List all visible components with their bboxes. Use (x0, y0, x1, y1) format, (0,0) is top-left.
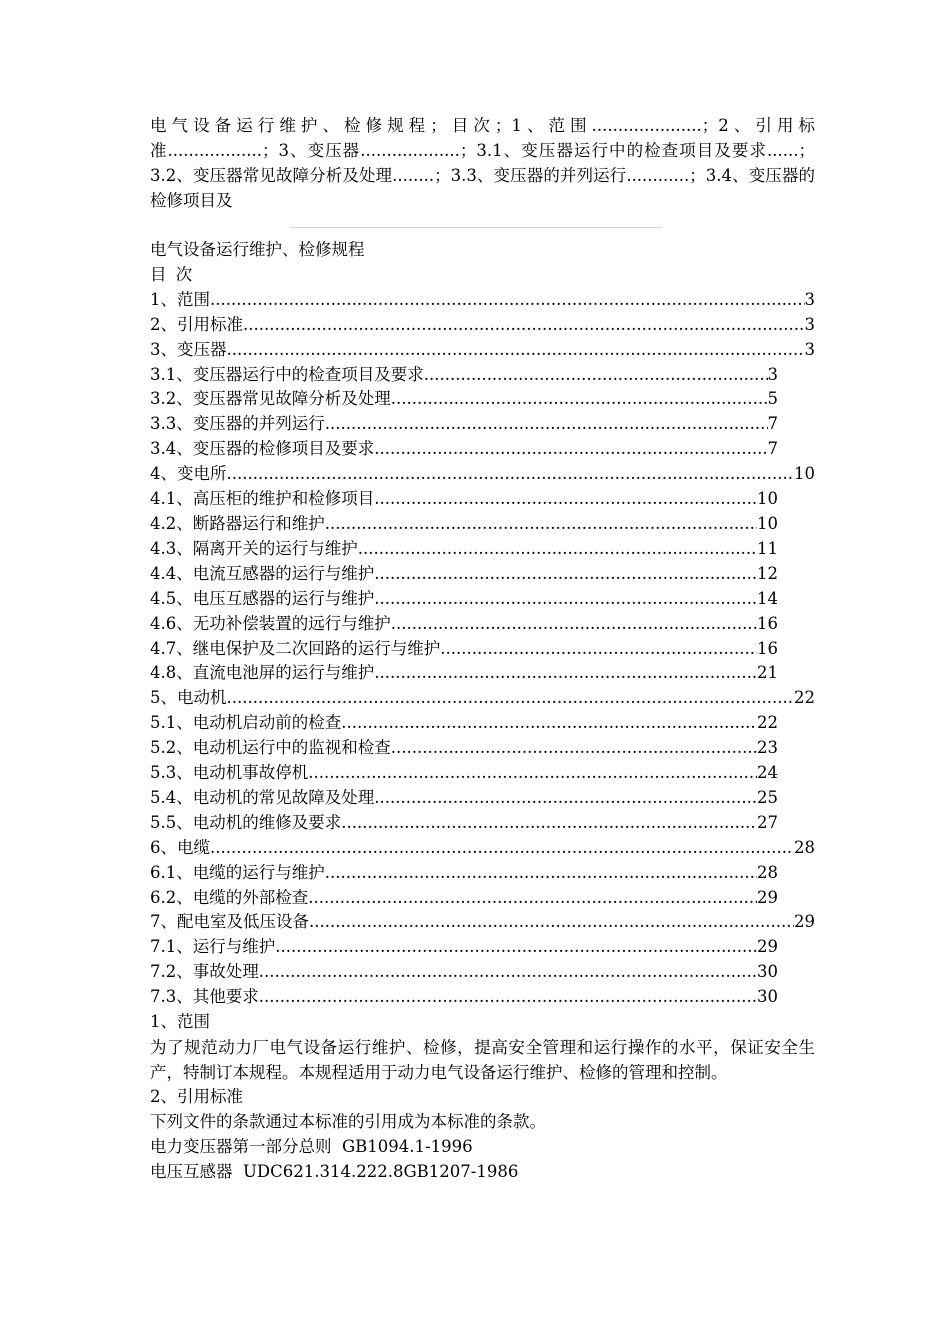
toc-entry-title: 3.3、变压器的并列运行 (150, 414, 325, 434)
standard-item: 电压互感器 UDC621.314.222.8GB1207-1986 (150, 1161, 519, 1181)
section-1-heading: 1、范围 (150, 1012, 210, 1032)
toc-entry-title: 7.2、事故处理 (150, 962, 259, 982)
toc-entry-title: 1、范围 (150, 289, 210, 309)
toc-leader-dots (227, 338, 805, 363)
toc-entry-title: 3.2、变压器常见故障分析及处理 (150, 389, 391, 409)
toc-entry-title: 4.6、无功补偿装置的远行与维护 (150, 613, 391, 633)
toc-leader-dots (325, 512, 757, 537)
toc-entry[interactable] (150, 886, 778, 911)
standard-item: 电力变压器第一部分总则 GB1094.1-1996 (150, 1136, 473, 1156)
toc-entry[interactable] (150, 761, 778, 786)
toc-leader-dots (308, 761, 757, 786)
toc-entry-title: 3、变压器 (150, 339, 227, 359)
toc-entry-page: 21 (757, 663, 778, 683)
toc-entry[interactable] (150, 836, 815, 861)
toc-entry-title: 6.2、电缆的外部检查 (150, 887, 309, 907)
toc-leader-dots (275, 935, 757, 960)
toc-entry-page: 16 (757, 613, 778, 633)
toc-entry-page: 5 (767, 389, 778, 409)
toc-entry-page: 24 (757, 763, 778, 783)
toc-entry-title: 4、变电所 (150, 464, 227, 484)
document-title: 电气设备运行维护、检修规程 (150, 240, 365, 259)
toc-leader-dots (391, 387, 768, 412)
toc-entry[interactable] (150, 288, 815, 313)
toc-entry-title: 6.1、电缆的运行与维护 (150, 862, 325, 882)
toc-entry-page: 27 (757, 812, 778, 832)
toc-entry[interactable] (150, 338, 815, 363)
toc-entry-title: 5.5、电动机的维修及要求 (150, 812, 342, 832)
toc-entry-title: 4.8、直流电池屏的运行与维护 (150, 663, 375, 683)
toc-entry-title: 4.7、继电保护及二次回路的运行与维护 (150, 638, 441, 658)
toc-entry-page: 3 (804, 339, 815, 359)
section-1-body: 为了规范动力厂电气设备运行维护、检修，提高安全管理和运行操作的水平，保证安全生产，特制订本规程。本规程适用于动力电气设备运行维护、检修的管理和控制。 (150, 1038, 815, 1082)
toc-leader-dots (325, 861, 757, 886)
toc-leader-dots (374, 437, 767, 462)
toc-entry[interactable] (150, 686, 815, 711)
toc-entry-title: 7.3、其他要求 (150, 987, 259, 1007)
toc-heading: 目 次 (150, 264, 195, 284)
toc-leader-dots (309, 910, 794, 935)
toc-leader-dots (391, 612, 757, 637)
toc-entry[interactable] (150, 935, 778, 960)
toc-leader-dots (440, 637, 757, 662)
toc-entry-page: 30 (757, 962, 778, 982)
toc-entry-page: 10 (794, 464, 815, 484)
toc-leader-dots (227, 462, 795, 487)
toc-entry-page: 29 (757, 887, 778, 907)
toc-leader-dots (358, 537, 757, 562)
toc-entry[interactable] (150, 612, 778, 637)
toc-entry-title: 4.4、电流互感器的运行与维护 (150, 563, 375, 583)
toc-entry[interactable] (150, 736, 778, 761)
document-summary: 电气设备运行维护、检修规程；目次；1、范围.....................；2、引用标准..................；3、变压器...................；3.1、变压器运行中的检查项目及要求......；3.2、变压器常见故障分析及处理........；3.3、变压器的并列运行............；3.4、变压器的检修项目及 (150, 116, 815, 210)
toc-entry-page: 16 (757, 638, 778, 658)
toc-entry-page: 11 (757, 538, 778, 558)
toc-leader-dots (210, 836, 794, 861)
toc-entry-page: 22 (757, 713, 778, 733)
toc-entry-page: 3 (804, 314, 815, 334)
toc-entry[interactable] (150, 637, 778, 662)
toc-entry[interactable] (150, 587, 778, 612)
toc-entry[interactable] (150, 985, 778, 1010)
toc-entry-page: 14 (757, 588, 778, 608)
toc-entry-title: 7.1、运行与维护 (150, 937, 276, 957)
toc-leader-dots (308, 886, 757, 911)
toc-leader-dots (391, 736, 757, 761)
toc-entry[interactable] (150, 387, 778, 412)
toc-entry-page: 28 (794, 837, 815, 857)
document-body (150, 238, 815, 1185)
toc-entry[interactable] (150, 487, 778, 512)
toc-entry[interactable] (150, 960, 778, 985)
toc-leader-dots (374, 661, 757, 686)
toc-entry[interactable] (150, 363, 778, 388)
toc-entry-page: 3 (767, 364, 778, 384)
toc-entry-page: 22 (794, 688, 815, 708)
toc-entry-page: 7 (767, 414, 778, 434)
toc-leader-dots (374, 587, 757, 612)
toc-entry-page: 10 (757, 513, 778, 533)
toc-entry-page: 12 (757, 563, 778, 583)
toc-leader-dots (424, 363, 768, 388)
toc-entry-title: 3.1、变压器运行中的检查项目及要求 (150, 364, 424, 384)
toc-leader-dots (374, 786, 757, 811)
toc-entry[interactable] (150, 562, 778, 587)
toc-entry[interactable] (150, 412, 778, 437)
toc-entry[interactable] (150, 861, 778, 886)
toc-entry-page: 25 (757, 787, 778, 807)
toc-entry-title: 5.4、电动机的常见故障及处理 (150, 787, 375, 807)
toc-entry-title: 2、引用标准 (150, 314, 243, 334)
toc-leader-dots (325, 412, 768, 437)
toc-leader-dots (243, 313, 805, 338)
toc-leader-dots (259, 960, 757, 985)
toc-leader-dots (341, 711, 757, 736)
toc-entry-page: 7 (767, 439, 778, 459)
toc-entry[interactable] (150, 661, 778, 686)
toc-entry-title: 7、配电室及低压设备 (150, 912, 309, 932)
table-of-contents (150, 288, 815, 1010)
toc-entry-page: 23 (757, 738, 778, 758)
toc-leader-dots (374, 562, 757, 587)
toc-entry-title: 5.1、电动机启动前的检查 (150, 713, 342, 733)
toc-entry[interactable] (150, 537, 778, 562)
toc-entry-title: 6、电缆 (150, 837, 210, 857)
toc-entry-title: 3.4、变压器的检修项目及要求 (150, 439, 375, 459)
divider (290, 227, 662, 228)
toc-entry-title: 5.2、电动机运行中的监视和检查 (150, 738, 391, 758)
toc-entry[interactable] (150, 910, 815, 935)
section-2-intro: 下列文件的条款通过本标准的引用成为本标准的条款。 (150, 1111, 546, 1131)
toc-entry-title: 5.3、电动机事故停机 (150, 763, 309, 783)
toc-entry[interactable] (150, 437, 778, 462)
toc-entry-page: 3 (804, 289, 815, 309)
toc-entry-title: 4.3、隔离开关的运行与维护 (150, 538, 358, 558)
toc-entry[interactable] (150, 786, 778, 811)
toc-entry[interactable] (150, 462, 815, 487)
toc-entry-title: 4.1、高压柜的维护和检修项目 (150, 489, 375, 509)
toc-entry-page: 28 (757, 862, 778, 882)
toc-leader-dots (227, 686, 795, 711)
section-2-heading: 2、引用标准 (150, 1087, 243, 1106)
toc-entry[interactable] (150, 711, 778, 736)
toc-leader-dots (210, 288, 805, 313)
toc-entry[interactable] (150, 811, 778, 836)
toc-entry-title: 5、电动机 (150, 688, 227, 708)
toc-entry-page: 29 (794, 912, 815, 932)
toc-leader-dots (259, 985, 757, 1010)
toc-leader-dots (374, 487, 757, 512)
toc-entry-page: 30 (757, 987, 778, 1007)
toc-entry[interactable] (150, 512, 778, 537)
toc-entry-title: 4.5、电压互感器的运行与维护 (150, 588, 375, 608)
toc-entry[interactable] (150, 313, 815, 338)
toc-leader-dots (341, 811, 757, 836)
toc-entry-page: 10 (757, 489, 778, 509)
toc-entry-title: 4.2、断路器运行和维护 (150, 513, 325, 533)
toc-entry-page: 29 (757, 937, 778, 957)
